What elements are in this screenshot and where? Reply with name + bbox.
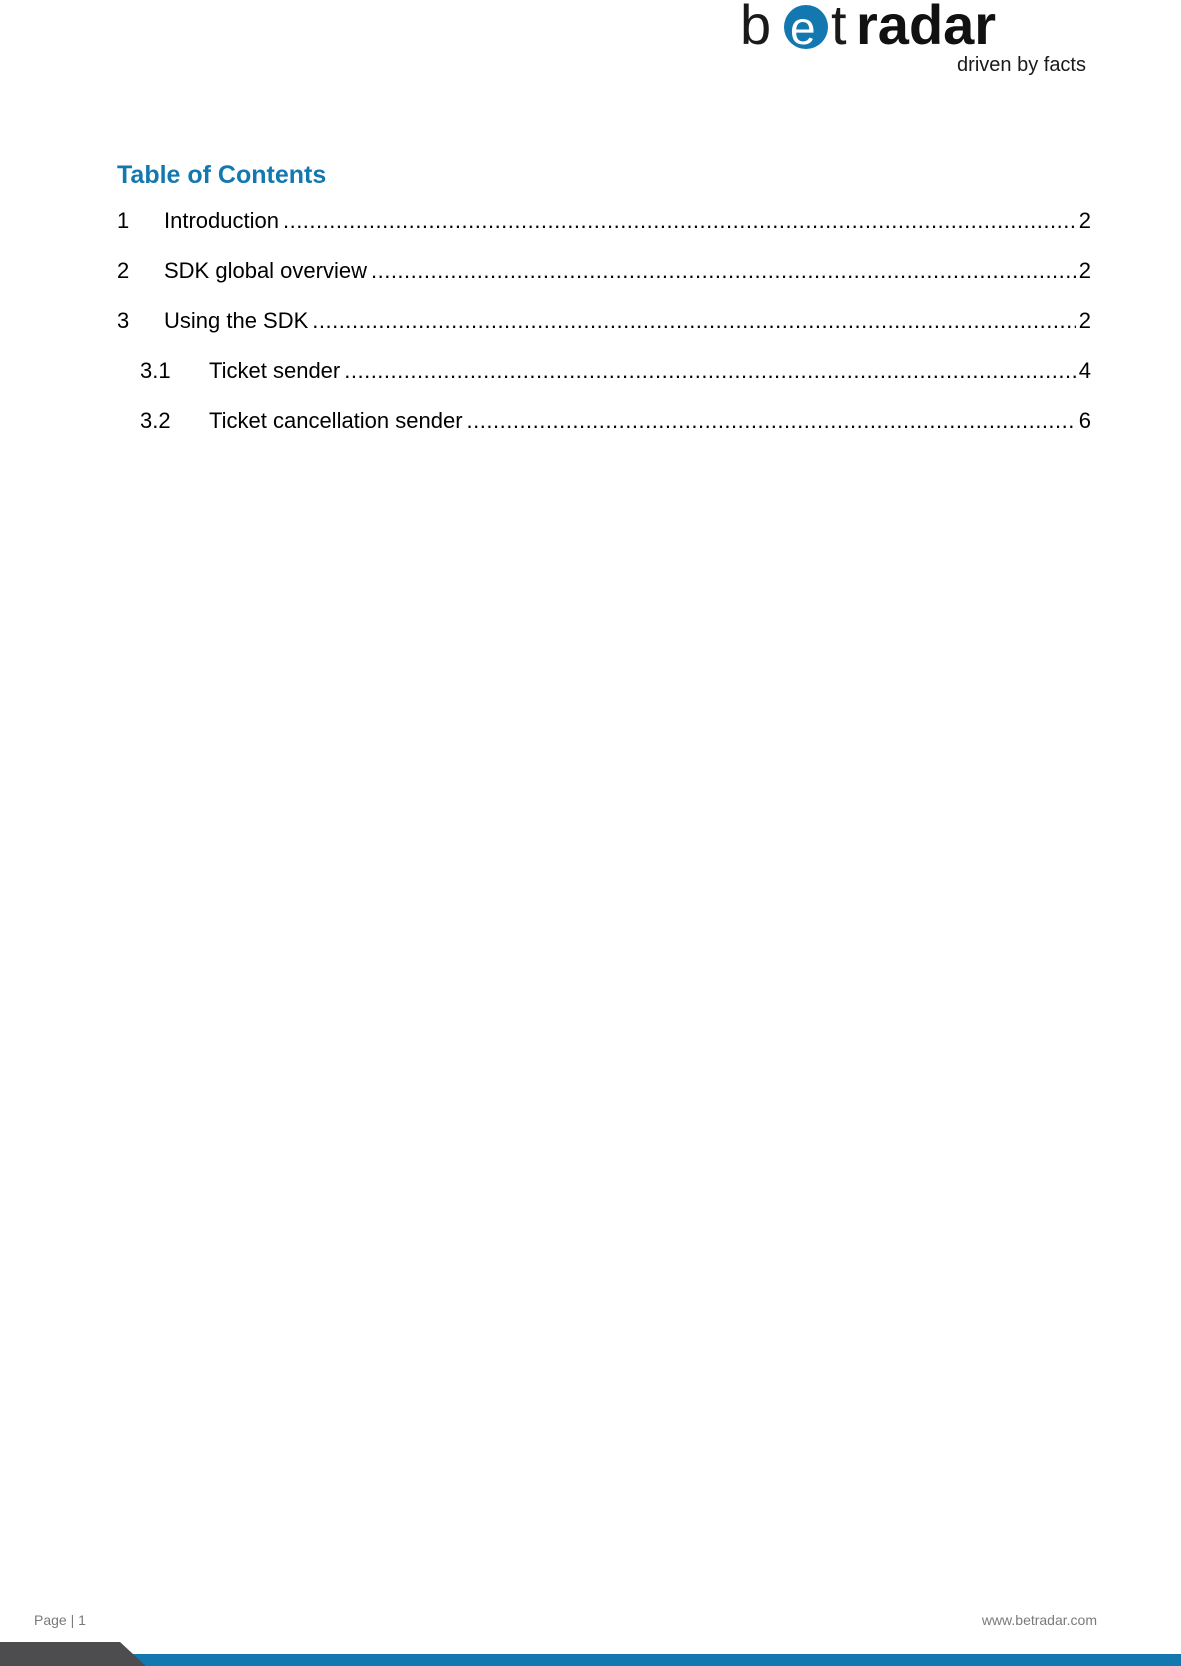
logo-letter-b: b [740, 0, 772, 56]
toc-entry-number: 2 [117, 258, 130, 283]
toc-title: Table of Contents [117, 161, 327, 189]
toc-entry-number: 3 [117, 308, 130, 333]
toc-entry-page[interactable]: 2 [1078, 308, 1091, 333]
footer-grey-tab [0, 1642, 146, 1666]
toc-dot-leader [283, 205, 1076, 237]
betradar-logo [740, 0, 1090, 80]
toc-entry-page[interactable]: 4 [1078, 358, 1091, 383]
toc-entry-ticket-sender[interactable] [117, 355, 1091, 405]
toc-entry-number: 3.2 [140, 408, 171, 433]
logo-tagline: driven by facts [957, 54, 1086, 76]
toc-dot-leader [344, 355, 1076, 387]
footer-decorative-bar [0, 1642, 1181, 1666]
toc-dot-leader [467, 405, 1076, 437]
toc-entry-title[interactable]: Ticket cancellation sender [209, 408, 463, 433]
footer-page-number: Page | 1 [34, 1612, 86, 1628]
logo-letter-t: t [831, 0, 847, 56]
footer-website-link[interactable]: www.betradar.com [981, 1612, 1097, 1628]
toc-entry-introduction[interactable] [117, 205, 1091, 255]
toc-entry-page[interactable]: 2 [1078, 258, 1091, 283]
logo-letter-e: e [790, 2, 816, 54]
toc-entry-sdk-global-overview[interactable] [117, 255, 1091, 305]
toc-entry-title[interactable]: SDK global overview [164, 258, 367, 283]
toc-entry-number: 1 [117, 208, 130, 233]
toc-entry-using-the-sdk[interactable] [117, 305, 1091, 355]
toc-entry-title[interactable]: Ticket sender [209, 358, 341, 383]
logo-word-radar: radar [856, 0, 997, 56]
footer-blue-stripe [0, 1654, 1181, 1666]
toc-dot-leader [312, 305, 1075, 337]
toc-entry-page[interactable]: 6 [1078, 408, 1091, 433]
toc-entry-title[interactable]: Introduction [164, 208, 279, 233]
table-of-contents [117, 205, 1091, 455]
toc-entry-page[interactable]: 2 [1078, 208, 1091, 233]
toc-dot-leader [371, 255, 1076, 287]
toc-entry-ticket-cancellation-sender[interactable] [117, 405, 1091, 455]
toc-entry-title[interactable]: Using the SDK [164, 308, 309, 333]
toc-entry-number: 3.1 [140, 358, 171, 383]
